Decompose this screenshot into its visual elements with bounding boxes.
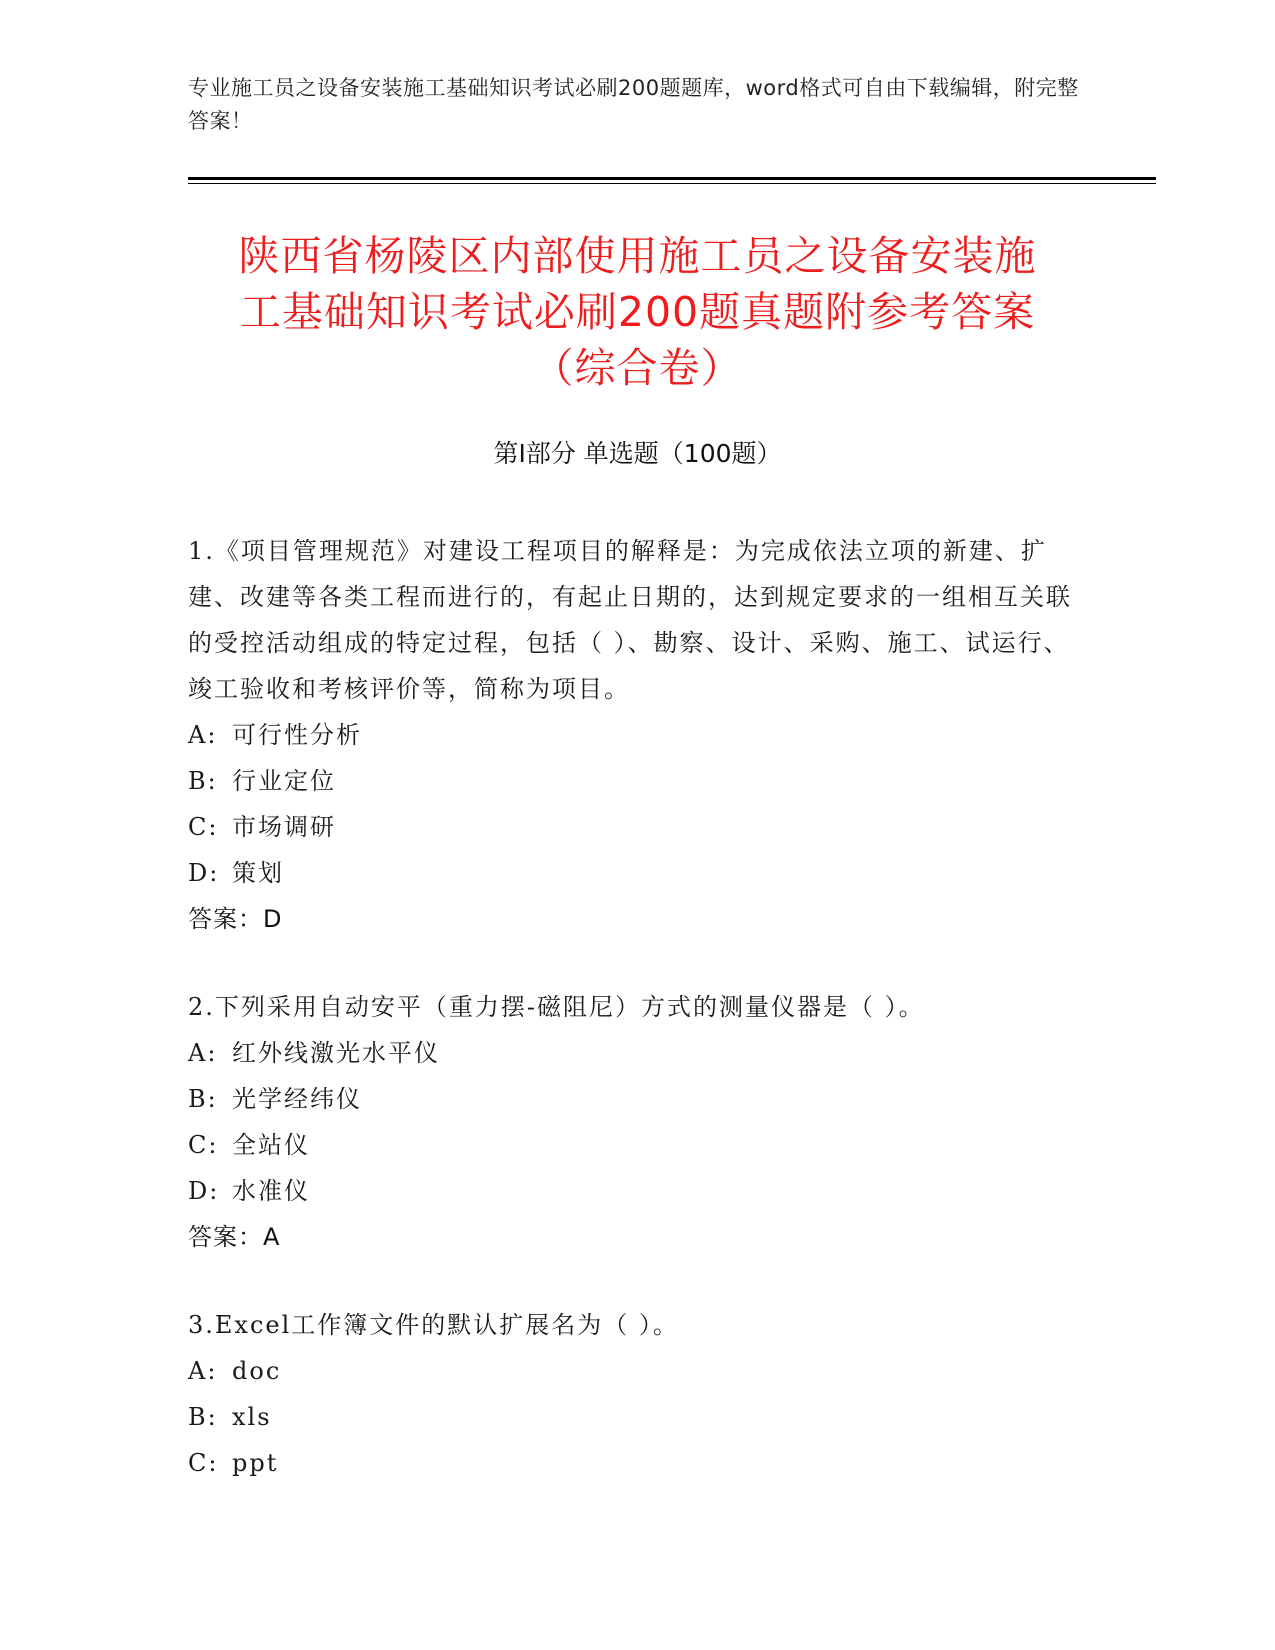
answer: 答案：A	[188, 1223, 281, 1251]
option-c	[188, 1122, 1088, 1168]
option-text: 行业定位	[232, 767, 336, 795]
option-letter: D:	[188, 1177, 220, 1205]
option-letter: C:	[188, 813, 219, 841]
question-text: 3.Excel工作簿文件的默认扩展名为（ ）。	[188, 1311, 679, 1339]
option-d	[188, 850, 1088, 896]
option-text: 光学经纬仪	[232, 1085, 362, 1113]
option-c	[188, 804, 1088, 850]
option-text: 可行性分析	[232, 721, 362, 749]
title-line-3: （综合卷）	[532, 344, 743, 392]
header-rule-thick	[188, 177, 1156, 180]
option-letter: B:	[188, 767, 218, 795]
question-list	[188, 528, 1088, 1528]
option-letter: A:	[188, 1357, 218, 1385]
option-a	[188, 1030, 1088, 1076]
option-c	[188, 1440, 1088, 1486]
header-rule-thin	[188, 183, 1156, 184]
option-letter: A:	[188, 721, 218, 749]
option-text: doc	[232, 1357, 282, 1385]
question-text: 2.下列采用自动安平（重力摆-磁阻尼）方式的测量仪器是（ ）。	[188, 993, 925, 1021]
section-title: 第Ⅰ部分 单选题（100题）	[493, 439, 782, 468]
option-letter: C:	[188, 1131, 219, 1159]
option-text: 红外线激光水平仪	[232, 1039, 440, 1067]
option-b	[188, 1076, 1088, 1122]
option-b	[188, 1394, 1088, 1440]
option-letter: A:	[188, 1039, 218, 1067]
question-2	[188, 984, 1088, 1260]
option-a	[188, 1348, 1088, 1394]
option-text: ppt	[232, 1449, 279, 1477]
header-note: 专业施工员之设备安装施工基础知识考试必刷200题题库，word格式可自由下载编辑，附完整答案！	[188, 76, 1079, 133]
question-3	[188, 1302, 1088, 1486]
option-letter: D:	[188, 859, 220, 887]
question-text: 1.《项目管理规范》对建设工程项目的解释是：为完成依法立项的新建、扩建、改建等各类工程而进行的，有起止日期的，达到规定要求的一组相互关联的受控活动组成的特定过程，包括（ ）、勘察、设计、采购、施工、试运行、竣工验收和考核评价等，简称为项目。	[188, 537, 1072, 703]
option-letter: B:	[188, 1085, 218, 1113]
option-text: 水准仪	[232, 1177, 310, 1205]
option-text: 策划	[232, 859, 284, 887]
option-text: 全站仪	[232, 1131, 310, 1159]
document-title	[150, 228, 1125, 396]
option-text: 市场调研	[232, 813, 336, 841]
answer: 答案：D	[188, 905, 283, 933]
title-line-2: 工基础知识考试必刷200题真题附参考答案	[239, 288, 1036, 336]
option-letter: C:	[188, 1449, 219, 1477]
option-d	[188, 1168, 1088, 1214]
title-line-1: 陕西省杨陵区内部使用施工员之设备安装施	[238, 232, 1037, 280]
option-text: xls	[232, 1403, 272, 1431]
option-b	[188, 758, 1088, 804]
option-letter: B:	[188, 1403, 218, 1431]
option-a	[188, 712, 1088, 758]
question-1	[188, 528, 1088, 942]
